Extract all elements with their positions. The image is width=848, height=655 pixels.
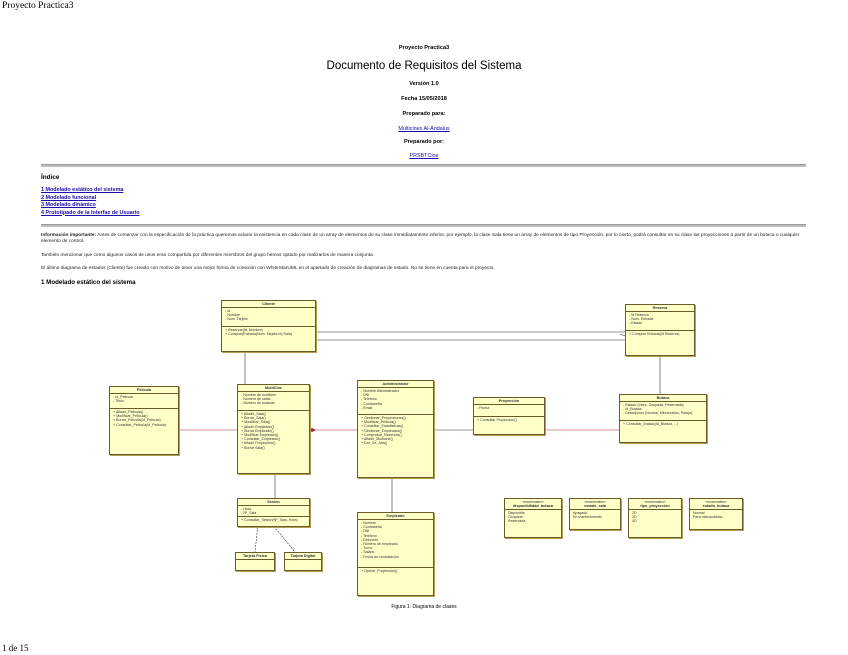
class-tarjeta-digital[interactable]: Tarjeta Digital [284, 552, 322, 571]
enum-estado-butaca[interactable]: «enumeration» estado_butaca Normal Para minusválidos [689, 498, 743, 530]
toc-item-3[interactable]: 3 Modelado dinámico [41, 202, 96, 208]
class-multicine[interactable]: MultiCine - Nombre de multicine - Número de salas - Número de butacas + Añadir_Sala() + Borrar_Sala() + Modificar_Sala() + Añadir Empleado() + Borrar Empleado() + Modificar Empleado() + Consultar_Empleado() + Añadir Proyección() + Borrar Sala() [237, 384, 310, 474]
prepared-for-label: Preparado para: [402, 111, 446, 117]
toc-item-2[interactable]: 2 Modelado funcional [41, 194, 97, 201]
prepared-by-label: Preparado por: [403, 139, 445, 145]
section-heading: 1 Modelado estático del sistema [41, 279, 136, 286]
date: Fecha 15/05/2018 [401, 96, 447, 102]
toc-item-1[interactable]: 1 Modelado estático del sistema [41, 187, 124, 193]
enum-tipo-proyeccion[interactable]: «enumeration» tipo_proyección 2D 3D 4D [628, 498, 682, 538]
class-sesion[interactable]: Sesión - Hora - Nº_Sala + Consultar_Sesión(Nº_Sala, Hora) [237, 498, 310, 527]
client-link[interactable]: Multicines Al-Ándalus [398, 126, 450, 132]
document-title: Documento de Requisitos del Sistema [326, 60, 522, 72]
paragraph: También mencionar que como algunos casos de usos eran compartida por diferentes miembros del grupo hemos optado por realizarlos de manera conjunta. [41, 253, 375, 258]
class-diagram [95, 290, 795, 602]
version: Versión 1.0 [409, 81, 439, 87]
enum-disponibilidad-butaca[interactable]: «enumeration» disponibilidad_butaca Disponible Ocupada Reservada [504, 498, 562, 538]
table-of-contents [41, 187, 140, 217]
enum-estado-sala[interactable]: «enumeration» estado_sala Apagado En mantenimiento [569, 498, 621, 530]
divider [41, 224, 806, 227]
class-proyeccion[interactable]: Proyección - Fecha + Consultar Proyeccion() [473, 397, 545, 435]
important-note: Información importante: Antes de comenzar con la especificación de la práctica queremos aclarar la existencia en cada clase de un array de elementos de su clase inmediatamente inferior, por ejemplo, la clase Sala tiene un array de elementos de tipo Proyección, por lo cierto, podrá consultar en su clase las proyecciones a partir de un butaca o cualquier elemento de control. [41, 233, 800, 244]
class-reserva[interactable]: Reserva - Id Reserva - Num. Entrada - Estado + Comprar Entrada(Id Reserva) [625, 304, 695, 356]
class-empleado[interactable]: Empleado - Nombre - Contraseña - DNI - Teléfono - Dirección - Número de empleado - Turno - Salario - Fecha de contratación + Operar_Proyección() [357, 512, 434, 596]
paragraph: El último diagrama de estados (Cliente) fue creado con motivo de tener una mejor forma de conexión con WhiteStarUML en el apartado de creación de diagramas de estado. No se tiene en cuenta para el proyecto. [41, 266, 495, 271]
toc-item-4[interactable]: 4 Prototipado de la Interfaz de Usuario [41, 209, 140, 216]
class-cliente[interactable]: Cliente - id - Nombre - Num. Tarjeta + Reservar(Id, Nombre) + Comprar(Entrada(Num. Tarjeta Id) Sala) [221, 300, 316, 352]
project-name: Proyecto Practica3 [398, 45, 450, 51]
class-pelicula[interactable]: Película - Id_Pelicula - Titulo + Añadir_Pelicula() + Modificar_Pelicula() + Borrar_Pelicula(Id_Pelicula) + Consultar_Pelicula(Id_Pelicula) [109, 386, 179, 455]
figure-caption: Figura 1: Diagrama de clases [391, 604, 457, 610]
divider [41, 164, 806, 167]
class-butaca[interactable]: Butaca - Estado (Libre, Ocupada, Reservada) - Id_Butaca - Descripción (Normal, Minusválido, Pareja) + Consultar_Estado(Id_Butaca, ...) [619, 394, 707, 443]
class-administrador[interactable]: Administrador - Nombre Administrador - DNI - Teléfono - Contraseña - Email + Gestionar_Proyecciones() + Modificar_Pelicula() + Consultar_Estadisticas() + Gestionar_Empleados() + Comprobar_Reservas() + Añadir_Multicine() + Dar_De_Alta() [357, 380, 434, 478]
page-number: 1 de 15 [2, 643, 29, 653]
running-header: Proyecto Practica3 [2, 1, 74, 11]
toc-heading: Índice [41, 174, 60, 181]
class-tarjeta-fisica[interactable]: Tarjeta Física [235, 552, 275, 571]
author-link[interactable]: PRSBTCine [409, 153, 439, 159]
